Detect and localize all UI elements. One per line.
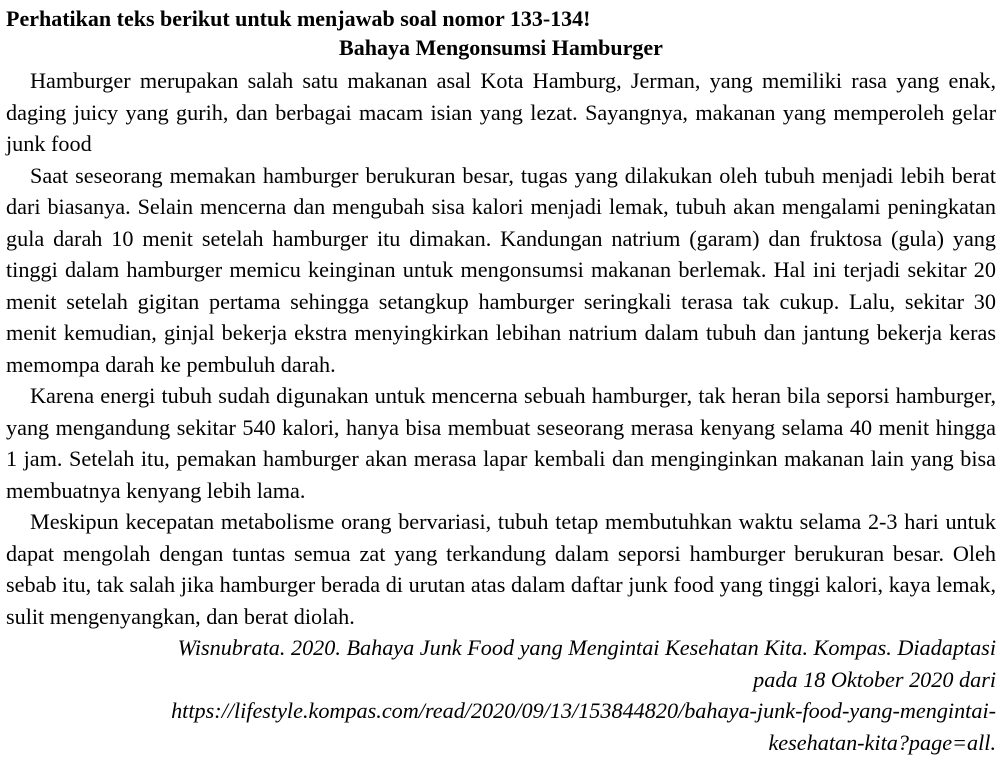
citation-url: https://lifestyle.kompas.com/read/2020/09/13/153844820/bahaya-junk-food-yang-mengintai- [171, 698, 996, 723]
article-title: Bahaya Mengonsumsi Hamburger [339, 35, 663, 60]
paragraph-3: Karena energi tubuh sudah digunakan untuk mencerna sebuah hamburger, tak heran bila seporsi hamburger, yang mengandung sekitar 540 kalori, hanya bisa membuat seseorang merasa kenyang selama 40 menit hingga 1 jam. Setelah itu, pemakan hamburger akan merasa lapar kembali dan menginginkan makanan lain yang bisa membuatnya kenyang lebih lama. [6, 383, 996, 503]
paragraph-2: Saat seseorang memakan hamburger berukuran besar, tugas yang dilakukan oleh tubuh menjadi lebih berat dari biasanya. Selain mencerna dan mengubah sisa kalori menjadi lemak, tubuh akan mengalami peningkatan gula darah 10 menit setelah hamburger itu dimakan. Kandungan natrium (garam) dan fruktosa (gula) yang tinggi dalam hamburger memicu keinginan untuk mengonsumsi makanan berlemak. Hal ini terjadi sekitar 20 menit setelah gigitan pertama sehingga setangkup hamburger seringkali terasa tak cukup. Lalu, sekitar 30 menit kemudian, ginjal bekerja ekstra menyingkirkan lebihan natrium dalam tubuh dan jantung bekerja keras memompa darah ke pembuluh darah. [6, 162, 996, 377]
question-instruction: Perhatikan teks berikut untuk menjawab soal nomor 133-134! [6, 6, 591, 31]
paragraph-4: Meskipun kecepatan metabolisme orang bervariasi, tubuh tetap membutuhkan waktu selama 2-3 hari untuk dapat mengolah dengan tuntas semua zat yang terkandung dalam seporsi hamburger berukuran besar. Oleh sebab itu, tak salah jika hamburger berada di urutan atas dalam daftar junk food yang tinggi kalori, kaya lemak, sulit mengenyangkan, dan berat diolah. [6, 509, 996, 629]
citation-url-end: kesehatan-kita?page=all. [768, 729, 996, 755]
citation-line-2: pada 18 Oktober 2020 dari [753, 666, 996, 692]
paragraph-1: Hamburger merupakan salah satu makanan asal Kota Hamburg, Jerman, yang memiliki rasa yang enak, daging juicy yang gurih, dan berbagai macam isian yang lezat. Sayangnya, makanan yang memperoleh gelar junk food [6, 68, 996, 156]
source-citation [6, 632, 996, 758]
citation-line-1: Wisnubrata. 2020. Bahaya Junk Food yang Mengintai Kesehatan Kita. Kompas. Diadaptasi [177, 635, 996, 660]
